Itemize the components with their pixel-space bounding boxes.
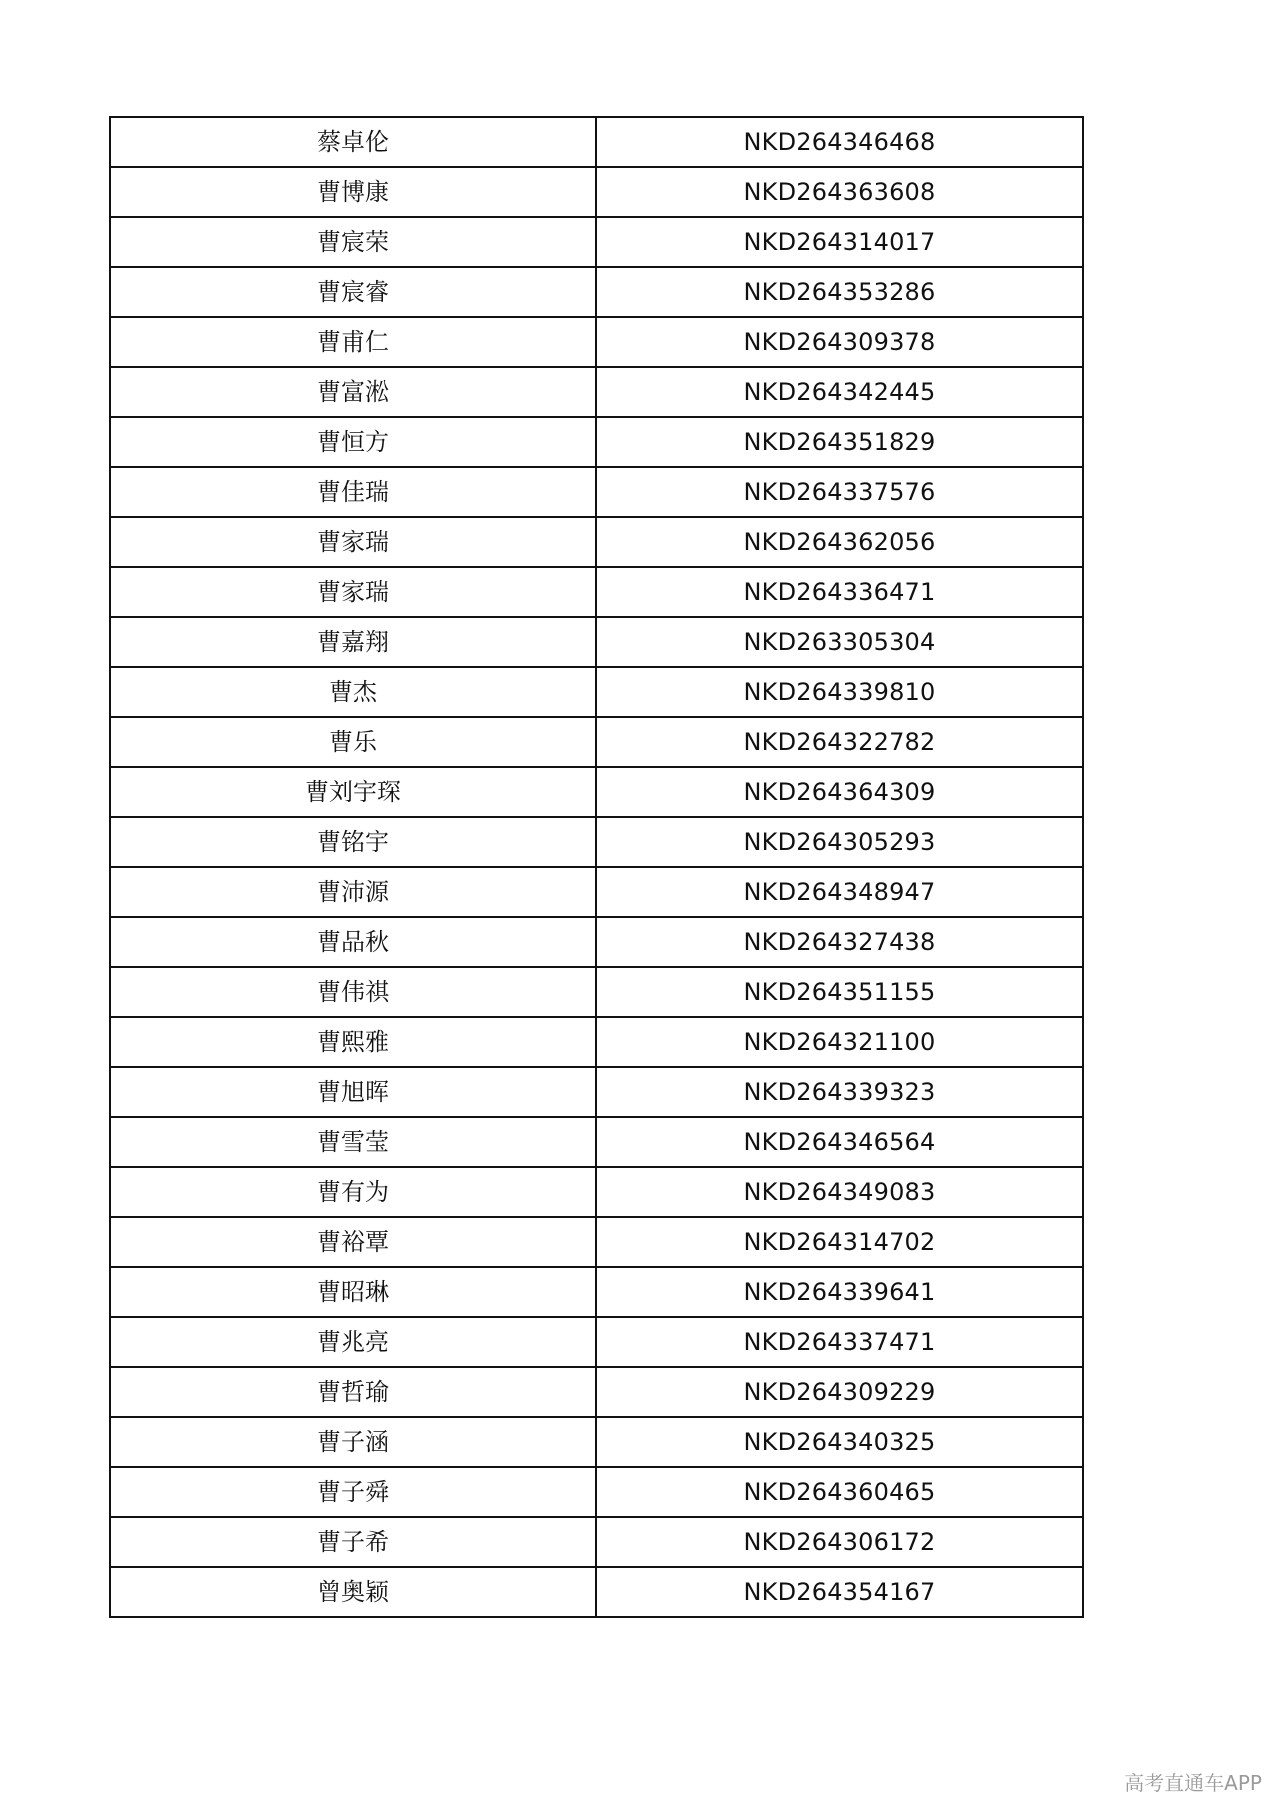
name-cell: 曹甫仁 — [110, 317, 596, 367]
registration-id-cell: NKD263305304 — [596, 617, 1083, 667]
name-cell: 曹乐 — [110, 717, 596, 767]
registration-id-cell: NKD264339810 — [596, 667, 1083, 717]
registration-id-cell: NKD264339323 — [596, 1067, 1083, 1117]
table-row — [110, 767, 1083, 817]
registration-id-cell: NKD264362056 — [596, 517, 1083, 567]
registration-id-cell: NKD264353286 — [596, 267, 1083, 317]
name-cell: 曹旭晖 — [110, 1067, 596, 1117]
registration-id-cell: NKD264349083 — [596, 1167, 1083, 1217]
name-cell: 曹伟祺 — [110, 967, 596, 1017]
registration-id-cell: NKD264342445 — [596, 367, 1083, 417]
registration-id-cell: NKD264336471 — [596, 567, 1083, 617]
table-row — [110, 967, 1083, 1017]
name-cell: 曹家瑞 — [110, 517, 596, 567]
table-row — [110, 1417, 1083, 1467]
name-cell: 曾奥颖 — [110, 1567, 596, 1617]
registration-id-cell: NKD264346564 — [596, 1117, 1083, 1167]
table-row — [110, 167, 1083, 217]
registration-id-cell: NKD264360465 — [596, 1467, 1083, 1517]
name-cell: 曹恒方 — [110, 417, 596, 467]
registration-id-cell: NKD264322782 — [596, 717, 1083, 767]
name-cell: 曹雪莹 — [110, 1117, 596, 1167]
name-cell: 曹铭宇 — [110, 817, 596, 867]
table-row — [110, 867, 1083, 917]
name-cell: 曹子希 — [110, 1517, 596, 1567]
name-cell: 曹昭琳 — [110, 1267, 596, 1317]
table-row — [110, 467, 1083, 517]
name-cell: 曹嘉翔 — [110, 617, 596, 667]
registration-id-cell: NKD264337576 — [596, 467, 1083, 517]
table-row — [110, 1167, 1083, 1217]
table-row — [110, 917, 1083, 967]
name-cell: 曹宸睿 — [110, 267, 596, 317]
name-cell: 曹裕覃 — [110, 1217, 596, 1267]
registration-id-cell: NKD264354167 — [596, 1567, 1083, 1617]
registration-id-cell: NKD264364309 — [596, 767, 1083, 817]
table-row — [110, 1567, 1083, 1617]
name-cell: 曹熙雅 — [110, 1017, 596, 1067]
registration-id-cell: NKD264309229 — [596, 1367, 1083, 1417]
name-cell: 曹兆亮 — [110, 1317, 596, 1367]
registration-id-cell: NKD264351829 — [596, 417, 1083, 467]
table-row — [110, 1217, 1083, 1267]
registration-id-cell: NKD264363608 — [596, 167, 1083, 217]
table-row — [110, 117, 1083, 167]
table-row — [110, 817, 1083, 867]
table-row — [110, 1367, 1083, 1417]
table-row — [110, 1017, 1083, 1067]
table-row — [110, 417, 1083, 467]
table-row — [110, 717, 1083, 767]
name-cell: 曹佳瑞 — [110, 467, 596, 517]
table-row — [110, 1267, 1083, 1317]
table-row — [110, 367, 1083, 417]
registration-id-cell: NKD264314702 — [596, 1217, 1083, 1267]
table-row — [110, 517, 1083, 567]
roster-table — [109, 116, 1084, 1618]
name-cell: 曹哲瑜 — [110, 1367, 596, 1417]
table-row — [110, 1067, 1083, 1117]
registration-id-cell: NKD264309378 — [596, 317, 1083, 367]
registration-id-cell: NKD264340325 — [596, 1417, 1083, 1467]
table-row — [110, 567, 1083, 617]
name-cell: 曹宸荣 — [110, 217, 596, 267]
name-cell: 曹富淞 — [110, 367, 596, 417]
name-cell: 蔡卓伦 — [110, 117, 596, 167]
table-row — [110, 667, 1083, 717]
name-cell: 曹子涵 — [110, 1417, 596, 1467]
name-cell: 曹有为 — [110, 1167, 596, 1217]
registration-id-cell: NKD264314017 — [596, 217, 1083, 267]
registration-id-cell: NKD264305293 — [596, 817, 1083, 867]
registration-id-cell: NKD264346468 — [596, 117, 1083, 167]
registration-id-cell: NKD264339641 — [596, 1267, 1083, 1317]
registration-id-cell: NKD264327438 — [596, 917, 1083, 967]
registration-id-cell: NKD264337471 — [596, 1317, 1083, 1367]
table-row — [110, 1117, 1083, 1167]
table-row — [110, 1517, 1083, 1567]
registration-id-cell: NKD264348947 — [596, 867, 1083, 917]
name-cell: 曹刘宇琛 — [110, 767, 596, 817]
roster-body — [110, 117, 1083, 1617]
table-row — [110, 267, 1083, 317]
name-cell: 曹博康 — [110, 167, 596, 217]
registration-id-cell: NKD264351155 — [596, 967, 1083, 1017]
table-row — [110, 1317, 1083, 1367]
watermark: 高考直通车APP — [1124, 1771, 1262, 1795]
table-row — [110, 617, 1083, 667]
name-cell: 曹家瑞 — [110, 567, 596, 617]
table-row — [110, 217, 1083, 267]
name-cell: 曹品秋 — [110, 917, 596, 967]
registration-id-cell: NKD264321100 — [596, 1017, 1083, 1067]
registration-id-cell: NKD264306172 — [596, 1517, 1083, 1567]
name-cell: 曹沛源 — [110, 867, 596, 917]
name-cell: 曹子舜 — [110, 1467, 596, 1517]
table-row — [110, 317, 1083, 367]
table-row — [110, 1467, 1083, 1517]
name-cell: 曹杰 — [110, 667, 596, 717]
